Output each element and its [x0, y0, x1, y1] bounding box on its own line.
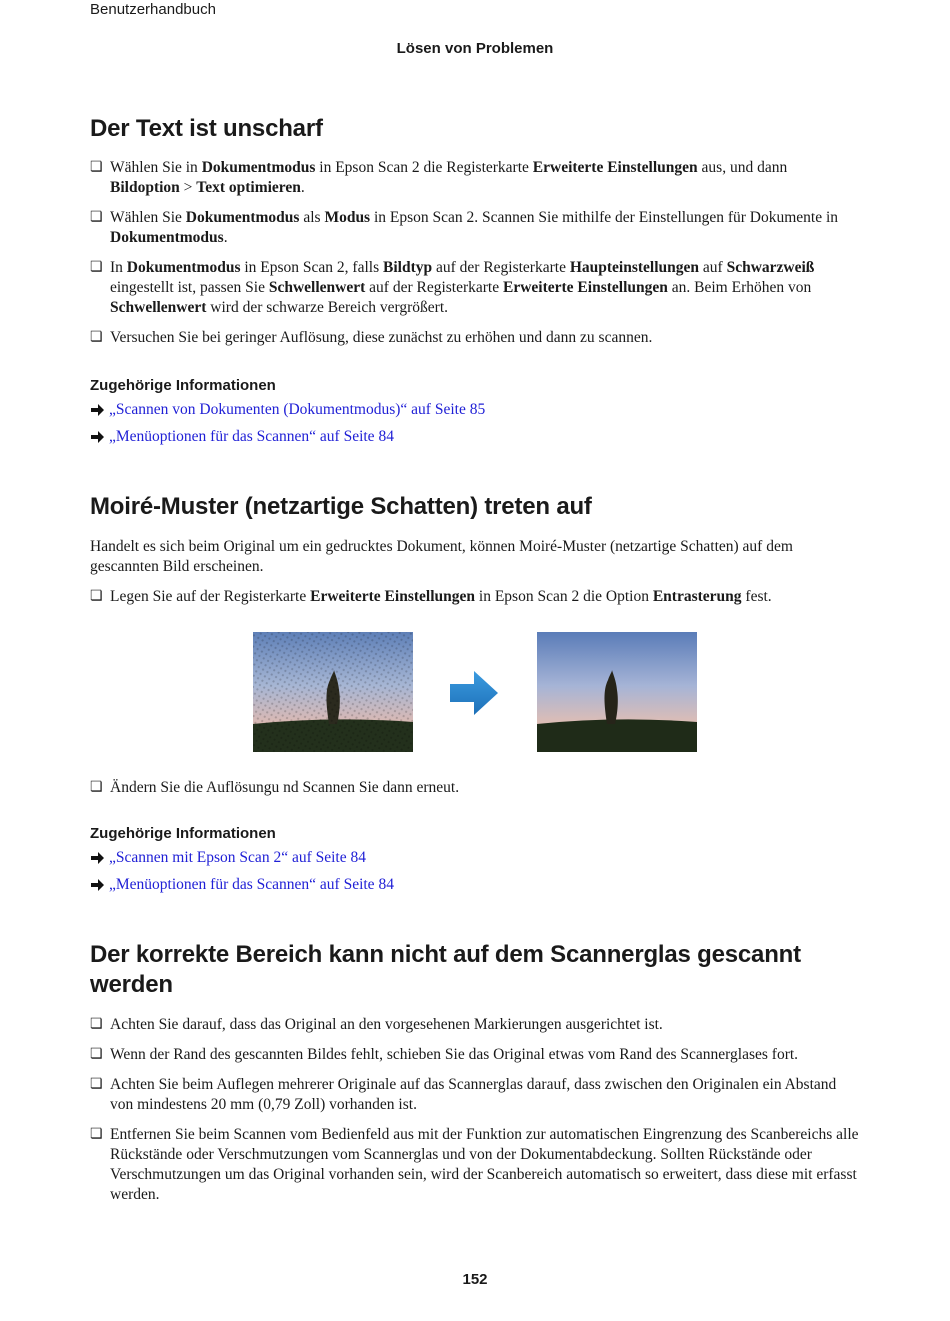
checklist [90, 158, 860, 348]
text-run: in Epson Scan 2 die Option [475, 588, 653, 605]
text-run: Entfernen Sie beim Scannen vom Bedienfeld aus mit der Funktion zur automatischen Eingrenzung des Scanbereichs alle Rückstände oder Verschmutzungen vom Scannerglas und von der Dokumentabdeckung. Sollten Rückstände oder Verschmutzungen um das Original vorhanden sein, wird der Scanbereich automatisch so erweitert, dass diese mit erfasst werden. [110, 1126, 859, 1203]
checklist-item [90, 208, 860, 248]
related-link-item [90, 427, 860, 447]
related-link-item [90, 848, 860, 868]
text-run: Legen Sie auf der Registerkarte [110, 588, 311, 605]
link-arrow-icon [90, 851, 105, 865]
bold-term: Erweiterte Einstellungen [532, 159, 698, 176]
text-run: . [223, 229, 228, 246]
cross-reference-link[interactable]: „Scannen von Dokumenten (Dokumentmodus)“ auf Seite 85 [109, 401, 486, 418]
checklist-item [90, 1075, 860, 1115]
text-run: eingestellt ist, passen Sie [110, 279, 269, 296]
cross-reference-link[interactable]: „Scannen mit Epson Scan 2“ auf Seite 84 [109, 849, 366, 866]
checkbox-bullet-icon: ❏ [90, 210, 103, 225]
related-link-item [90, 400, 860, 420]
arrow-right-icon [448, 669, 500, 717]
bold-term: Entrasterung [652, 588, 742, 605]
checklist-item [90, 258, 860, 318]
bold-term: Dokumentmodus [201, 159, 316, 176]
bold-term: Modus [324, 209, 371, 226]
related-link-item [90, 875, 860, 895]
section-moire [90, 492, 860, 617]
checklist-item [90, 1125, 860, 1205]
bold-term: Erweiterte Einstellungen [310, 588, 476, 605]
checkbox-bullet-icon: ❏ [90, 330, 103, 345]
text-run: Versuchen Sie bei geringer Auflösung, diese zunächst zu erhöhen und dann zu scannen. [110, 329, 653, 346]
text-run: Achten Sie darauf, dass das Original an den vorgesehenen Markierungen ausgerichtet ist. [110, 1016, 663, 1033]
checklist-item [90, 1015, 860, 1035]
text-run: in Epson Scan 2. Scannen Sie mithilfe der Einstellungen für Dokumente in [370, 209, 839, 226]
bold-term: Text optimieren [196, 179, 301, 196]
checkbox-bullet-icon: ❏ [90, 1127, 103, 1142]
text-run: Ändern Sie die Auflösungu nd Scannen Sie dann erneut. [110, 779, 460, 796]
checklist-item [90, 587, 860, 607]
link-arrow-icon [90, 403, 105, 417]
page-number: 152 [462, 1271, 488, 1288]
text-run: In [110, 259, 127, 276]
checklist [90, 778, 860, 798]
bold-term: Dokumentmodus [110, 229, 224, 246]
link-arrow-icon [90, 878, 105, 892]
text-run: fest. [741, 588, 772, 605]
section-heading: Der korrekte Bereich kann nicht auf dem Scannerglas gescannt werden [90, 941, 801, 998]
text-run: wird der schwarze Bereich vergrößert. [206, 299, 448, 316]
checklist-item [90, 328, 860, 348]
bold-term: Erweiterte Einstellungen [503, 279, 668, 296]
checklist [90, 587, 860, 607]
text-run: in Epson Scan 2 die Registerkarte [315, 159, 533, 176]
section-heading: Moiré-Muster (netzartige Schatten) treten auf [90, 493, 592, 520]
bold-term: Schwarzweiß [726, 259, 815, 276]
checklist [90, 1015, 860, 1205]
link-arrow-icon [90, 430, 105, 444]
text-run: auf der Registerkarte [365, 279, 503, 296]
checkbox-bullet-icon: ❏ [90, 160, 103, 175]
checklist-item [90, 1045, 860, 1065]
checkbox-bullet-icon: ❏ [90, 260, 103, 275]
checkbox-bullet-icon: ❏ [90, 780, 103, 795]
related-links-list [90, 848, 860, 895]
bold-term: Dokumentmodus [126, 259, 241, 276]
text-run: Wenn der Rand des gescannten Bildes fehlt, schieben Sie das Original etwas vom Rand des Scannerglases fort. [110, 1046, 799, 1063]
text-run: Achten Sie beim Auflegen mehrerer Originale auf das Scannerglas darauf, dass zwischen den Originalen ein Abstand von mindestens 20 mm (0,79 Zoll) vorhanden ist. [110, 1076, 837, 1113]
photo-with-moire [253, 632, 413, 752]
text-run: . [300, 179, 305, 196]
checklist-item [90, 778, 860, 798]
bold-term: Dokumentmodus [185, 209, 300, 226]
text-run: > [179, 179, 197, 196]
bold-term: Schwellenwert [268, 279, 366, 296]
bold-term: Bildtyp [383, 259, 433, 276]
bold-term: Bildoption [110, 179, 180, 196]
text-run: Wählen Sie [110, 209, 186, 226]
related-info-heading: Zugehörige Informationen [90, 825, 276, 842]
intro-paragraph: Handelt es sich beim Original um ein gedrucktes Dokument, können Moiré-Muster (netzartige Schatten) auf dem gescannten Bild erscheinen. [90, 538, 793, 575]
section-text-unscharf [90, 114, 860, 358]
related-info-1 [90, 377, 860, 454]
checklist-item [90, 158, 860, 198]
section-moire-continued [90, 778, 860, 808]
photo-without-moire [537, 632, 697, 752]
section-scan-area [90, 940, 860, 1215]
text-run: in Epson Scan 2, falls [240, 259, 383, 276]
bold-term: Haupteinstellungen [569, 259, 700, 276]
text-run: als [299, 209, 325, 226]
checkbox-bullet-icon: ❏ [90, 589, 103, 604]
section-heading: Der Text ist unscharf [90, 115, 323, 142]
text-run: an. Beim Erhöhen von [667, 279, 812, 296]
bold-term: Schwellenwert [110, 299, 207, 316]
text-run: auf [699, 259, 727, 276]
chapter-title: Lösen von Problemen [396, 40, 554, 57]
checkbox-bullet-icon: ❏ [90, 1047, 103, 1062]
text-run: auf der Registerkarte [432, 259, 570, 276]
related-info-2 [90, 825, 860, 902]
document-title: Benutzerhandbuch [90, 1, 216, 18]
related-links-list [90, 400, 860, 447]
text-run: aus, und dann [697, 159, 788, 176]
cross-reference-link[interactable]: „Menüoptionen für das Scannen“ auf Seite 84 [109, 428, 394, 445]
checkbox-bullet-icon: ❏ [90, 1017, 103, 1032]
checkbox-bullet-icon: ❏ [90, 1077, 103, 1092]
related-info-heading: Zugehörige Informationen [90, 377, 276, 394]
text-run: Wählen Sie in [110, 159, 202, 176]
cross-reference-link[interactable]: „Menüoptionen für das Scannen“ auf Seite 84 [109, 876, 394, 893]
